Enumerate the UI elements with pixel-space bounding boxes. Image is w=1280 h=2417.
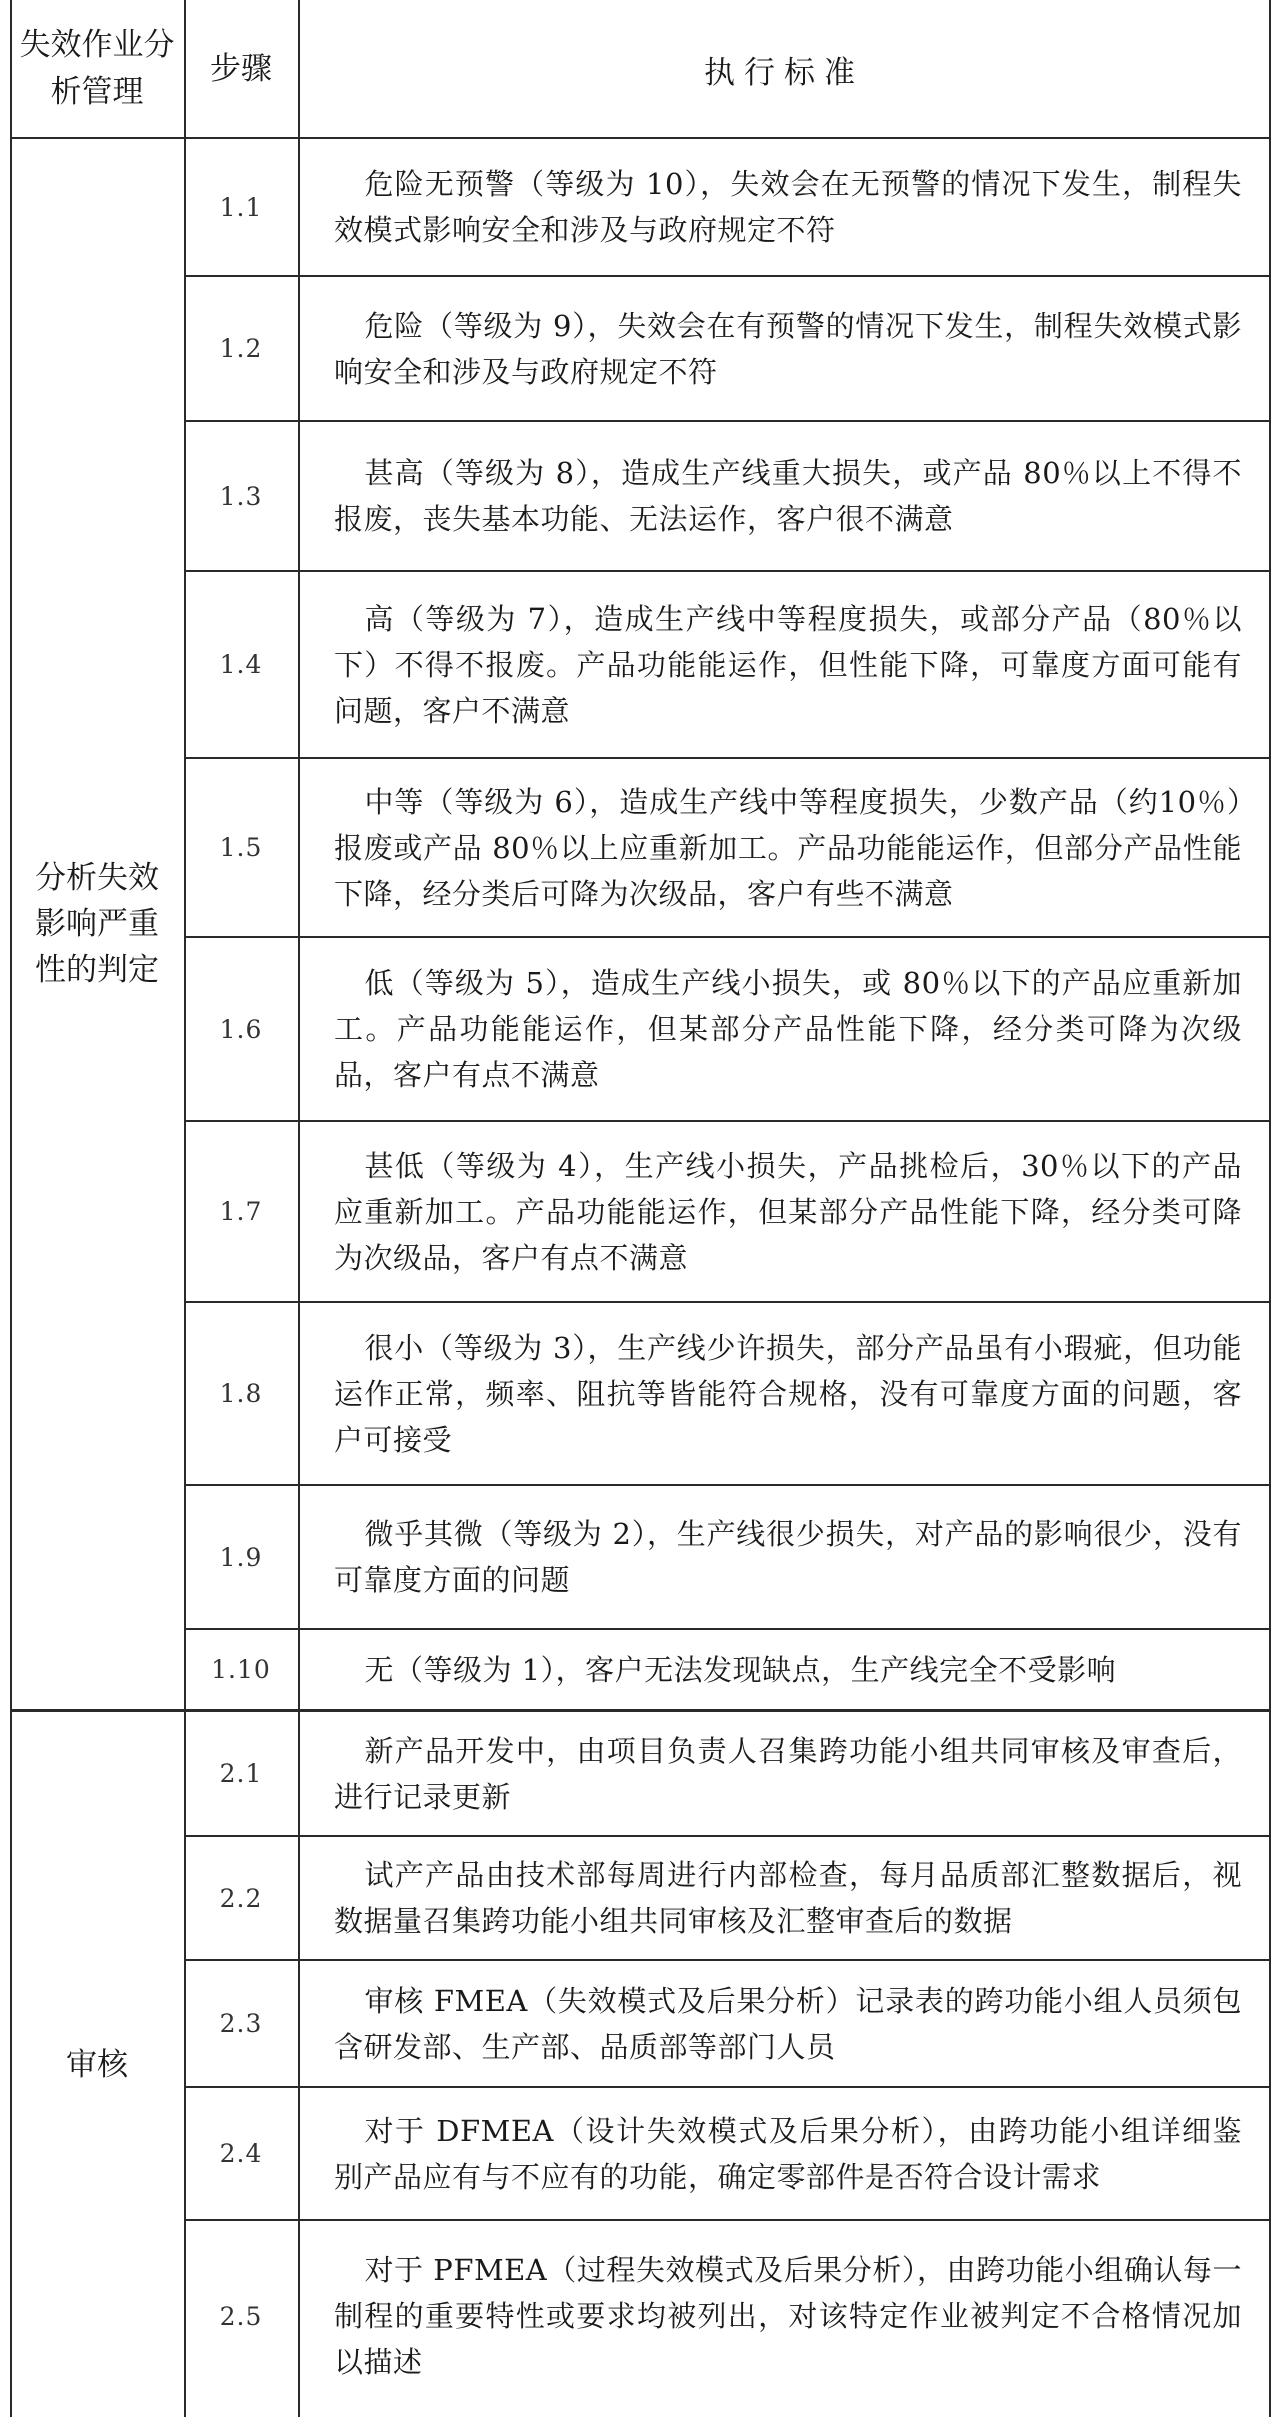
step-number: 1.8 <box>219 1379 263 1408</box>
standard-text: 微乎其微（等级为 2），生产线很少损失，对产品的影响很少，没有可靠度方面的问题 <box>334 1517 1242 1597</box>
standard-text: 低（等级为 5），造成生产线小损失，或 80％以下的产品应重新加工。产品功能能运作，但某部分产品性能下降，经分类可降为次级品，客户有点不满意 <box>334 966 1242 1092</box>
step-number: 2.2 <box>219 1883 263 1913</box>
step-number: 1.1 <box>219 192 263 222</box>
step-number: 2.1 <box>219 1759 263 1788</box>
step-number: 2.4 <box>219 2139 263 2168</box>
step-number: 1.5 <box>219 833 263 862</box>
standard-text: 中等（等级为 6），造成生产线中等程度损失，少数产品（约10％）报废或产品 80％以上应重新加工。产品功能能运作，但部分产品性能下降，经分类后可降为次级品，客户有些不满意 <box>334 784 1242 911</box>
step-number: 1.7 <box>219 1197 263 1226</box>
standard-text: 危险无预警（等级为 10），失效会在无预警的情况下发生，制程失效模式影响安全和涉及与政府规定不符 <box>334 167 1242 247</box>
step-number: 2.3 <box>219 2009 263 2038</box>
step-number: 2.5 <box>219 2301 263 2331</box>
category-review: 审核 <box>66 2046 128 2083</box>
standard-text: 无（等级为 1），客户无法发现缺点，生产线完全不受影响 <box>364 1652 1117 1687</box>
standard-text: 高（等级为 7），造成生产线中等程度损失，或部分产品（80％以下）不得不报废。产品功能能运作，但性能下降，可靠度方面可能有问题，客户不满意 <box>334 601 1242 728</box>
table-border-right <box>1269 0 1271 2417</box>
step-number: 1.9 <box>219 1542 263 1572</box>
standard-text: 对于 DFMEA（设计失效模式及后果分析），由跨功能小组详细鉴别产品应有与不应有的功能，确定零部件是否符合设计需求 <box>334 2113 1242 2194</box>
standard-text: 新产品开发中，由项目负责人召集跨功能小组共同审核及审查后，进行记录更新 <box>334 1733 1242 1814</box>
standard-text: 很小（等级为 3），生产线少许损失，部分产品虽有小瑕疵，但功能运作正常，频率、阻抗等皆能符合规格，没有可靠度方面的问题，客户可接受 <box>334 1330 1242 1457</box>
step-number: 1.4 <box>219 650 263 679</box>
step-number: 1.6 <box>219 1014 263 1044</box>
step-number: 1.3 <box>219 481 263 511</box>
header-standard: 执行标准 <box>704 54 864 91</box>
standard-text: 试产产品由技术部每周进行内部检查，每月品质部汇整数据后，视数据量召集跨功能小组共同审核及汇整审查后的数据 <box>334 1858 1242 1938</box>
standard-text: 对于 PFMEA（过程失效模式及后果分析），由跨功能小组确认每一制程的重要特性或要求均被列出，对该特定作业被判定不合格情况加以描述 <box>334 2253 1242 2379</box>
standard-text: 甚低（等级为 4），生产线小损失，产品挑检后，30％以下的产品应重新加工。产品功能能运作，但某部分产品性能下降，经分类可降为次级品，客户有点不满意 <box>334 1148 1242 1275</box>
standard-text: 审核 FMEA（失效模式及后果分析）记录表的跨功能小组人员须包含研发部、生产部、品质部等部门人员 <box>334 1983 1242 2064</box>
category-severity: 分析失效影响严重性的判定 <box>35 860 159 988</box>
header-step: 步骤 <box>210 50 272 87</box>
standard-text: 危险（等级为 9），失效会在有预警的情况下发生，制程失效模式影响安全和涉及与政府规定不符 <box>334 308 1242 389</box>
step-number: 1.2 <box>219 334 263 363</box>
step-number: 1.10 <box>211 1655 271 1684</box>
standard-text: 甚高（等级为 8），造成生产线重大损失，或产品 80％以上不得不报废，丧失基本功能、无法运作，客户很不满意 <box>334 456 1242 536</box>
header-category: 失效作业分析管理 <box>19 27 175 110</box>
